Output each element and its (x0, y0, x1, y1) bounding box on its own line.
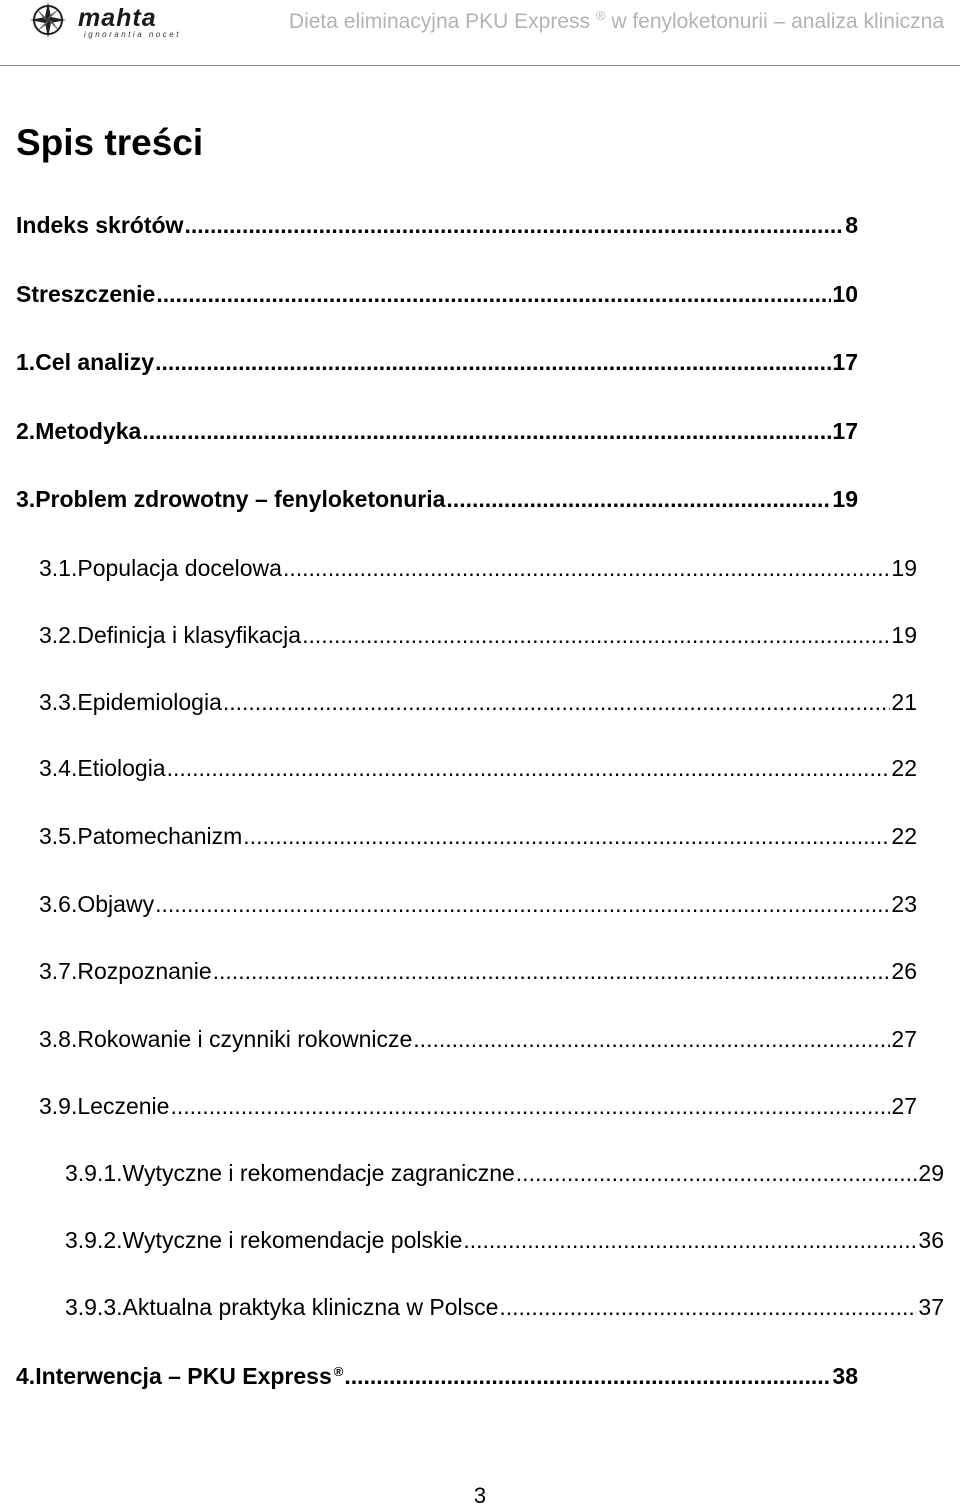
toc-leader-dots (413, 1024, 890, 1054)
toc-entry-wytyczne-zagraniczne[interactable] (65, 1158, 944, 1188)
logo-wordmark: mahta (78, 4, 157, 32)
running-title (289, 10, 944, 34)
toc-entry-title: Objawy (77, 891, 155, 917)
toc-entry-epidemiologia[interactable] (39, 687, 917, 717)
toc-entry-title: Populacja docelowa (77, 555, 282, 581)
logo-tagline: ignorantia nocet (84, 30, 181, 39)
toc-leader-dots (446, 484, 831, 514)
toc-entry-wytyczne-polskie[interactable] (65, 1225, 944, 1255)
toc-entry-rozpoznanie[interactable] (39, 956, 917, 986)
toc-entry-page: 29 (918, 1160, 944, 1186)
toc-entry-number: 3.9. (39, 1093, 78, 1119)
toc-entry-number: 2. (16, 418, 36, 444)
toc-entry-page: 27 (891, 1093, 917, 1119)
toc-entry-problem-zdrowotny[interactable] (16, 484, 858, 514)
toc-entry-page: 19 (832, 486, 858, 512)
toc-leader-dots (283, 553, 890, 583)
toc-leader-dots (184, 210, 844, 240)
toc-entry-number: 3.8. (39, 1026, 78, 1052)
toc-leader-dots (516, 1158, 918, 1188)
toc-entry-page: 19 (891, 622, 917, 648)
toc-leader-dots (243, 821, 890, 851)
toc-entry-interwencja[interactable] (16, 1361, 858, 1391)
toc-entry-page: 22 (891, 755, 917, 781)
toc-leader-dots (142, 416, 831, 446)
toc-leader-dots (167, 753, 891, 783)
toc-entry-number: 3.9.3. (65, 1294, 123, 1320)
toc-entry-populacja-docelowa[interactable] (39, 553, 917, 583)
toc-entry-praktyka-kliniczna[interactable] (65, 1292, 944, 1322)
toc-heading: Spis treści (16, 122, 204, 163)
toc-entry-page: 23 (891, 891, 917, 917)
toc-entry-page: 17 (832, 349, 858, 375)
toc-leader-dots (223, 687, 891, 717)
toc-entry-number: 3.3. (39, 689, 78, 715)
toc-entry-metodyka[interactable] (16, 416, 858, 446)
toc-leader-dots (302, 620, 890, 650)
toc-entry-streszczenie[interactable] (16, 279, 858, 309)
registered-mark: ® (595, 8, 606, 23)
toc-entry-title: Indeks skrótów (16, 212, 184, 238)
toc-entry-title: Etiologia (77, 755, 166, 781)
toc-entry-number: 4. (16, 1363, 36, 1389)
toc-entry-title: Epidemiologia (77, 689, 222, 715)
page-number: 3 (473, 1483, 487, 1508)
toc-leader-dots (499, 1292, 917, 1322)
toc-entry-etiologia[interactable] (39, 753, 917, 783)
toc-entry-page: 19 (891, 555, 917, 581)
toc-entry-title: Definicja i klasyfikacja (77, 622, 302, 648)
toc-entry-page: 8 (845, 212, 858, 238)
toc-entry-number: 3.7. (39, 958, 78, 984)
toc-entry-number: 3.4. (39, 755, 78, 781)
toc-entry-title: Wytyczne i rekomendacje zagraniczne (122, 1160, 515, 1186)
page-header (0, 0, 960, 66)
toc-entry-title: Streszczenie (16, 281, 156, 307)
header-divider (0, 65, 960, 66)
toc-entry-title: Rozpoznanie (77, 958, 212, 984)
toc-leader-dots (463, 1225, 917, 1255)
toc-entry-title: Aktualna praktyka kliniczna w Polsce (122, 1294, 499, 1320)
toc-entry-page: 37 (918, 1294, 944, 1320)
toc-entry-patomechanizm[interactable] (39, 821, 917, 851)
toc-entry-number: 3. (16, 486, 36, 512)
toc-entry-title: Interwencja – PKU Express (35, 1363, 332, 1389)
toc-entry-cel-analizy[interactable] (16, 347, 858, 377)
toc-entry-number: 1. (16, 349, 36, 375)
toc-leader-dots (213, 956, 891, 986)
toc-entry-leczenie[interactable] (39, 1091, 917, 1121)
running-title-main: Dieta eliminacyjna PKU Express (288, 10, 591, 33)
compass-rose-icon (26, 2, 76, 42)
toc-entry-definicja[interactable] (39, 620, 917, 650)
running-title-rest: w fenyloketonurii – analiza kliniczna (605, 10, 944, 33)
toc-entry-title: Metodyka (35, 418, 142, 444)
toc-entry-page: 26 (891, 958, 917, 984)
mahta-logo (26, 2, 196, 42)
toc-entry-title: Patomechanizm (77, 823, 243, 849)
toc-entry-number: 3.6. (39, 891, 78, 917)
toc-entry-number: 3.9.2. (65, 1227, 123, 1253)
toc-entry-objawy[interactable] (39, 889, 917, 919)
toc-entry-number: 3.1. (39, 555, 78, 581)
toc-entry-page: 38 (832, 1363, 858, 1389)
toc-entry-number: 3.2. (39, 622, 78, 648)
toc-entry-page: 10 (832, 281, 858, 307)
toc-leader-dots (344, 1361, 831, 1391)
toc-entry-indeks-skrotow[interactable] (16, 210, 858, 240)
toc-entry-page: 27 (891, 1026, 917, 1052)
toc-entry-title: Leczenie (77, 1093, 170, 1119)
registered-mark: ® (333, 1364, 344, 1379)
toc-entry-number: 3.9.1. (65, 1160, 123, 1186)
toc-leader-dots (156, 279, 831, 309)
toc-leader-dots (170, 1091, 890, 1121)
toc-entry-page: 21 (891, 689, 917, 715)
toc-leader-dots (155, 889, 890, 919)
toc-entry-page: 17 (832, 418, 858, 444)
toc-entry-number: 3.5. (39, 823, 78, 849)
toc-entry-page: 36 (918, 1227, 944, 1253)
toc-entry-title: Problem zdrowotny – fenyloketonuria (35, 486, 446, 512)
toc-entry-page: 22 (891, 823, 917, 849)
toc-entry-title: Rokowanie i czynniki rokownicze (77, 1026, 413, 1052)
toc-entry-rokowanie[interactable] (39, 1024, 917, 1054)
toc-leader-dots (155, 347, 831, 377)
toc-entry-title: Wytyczne i rekomendacje polskie (122, 1227, 463, 1253)
toc-entry-title: Cel analizy (35, 349, 155, 375)
